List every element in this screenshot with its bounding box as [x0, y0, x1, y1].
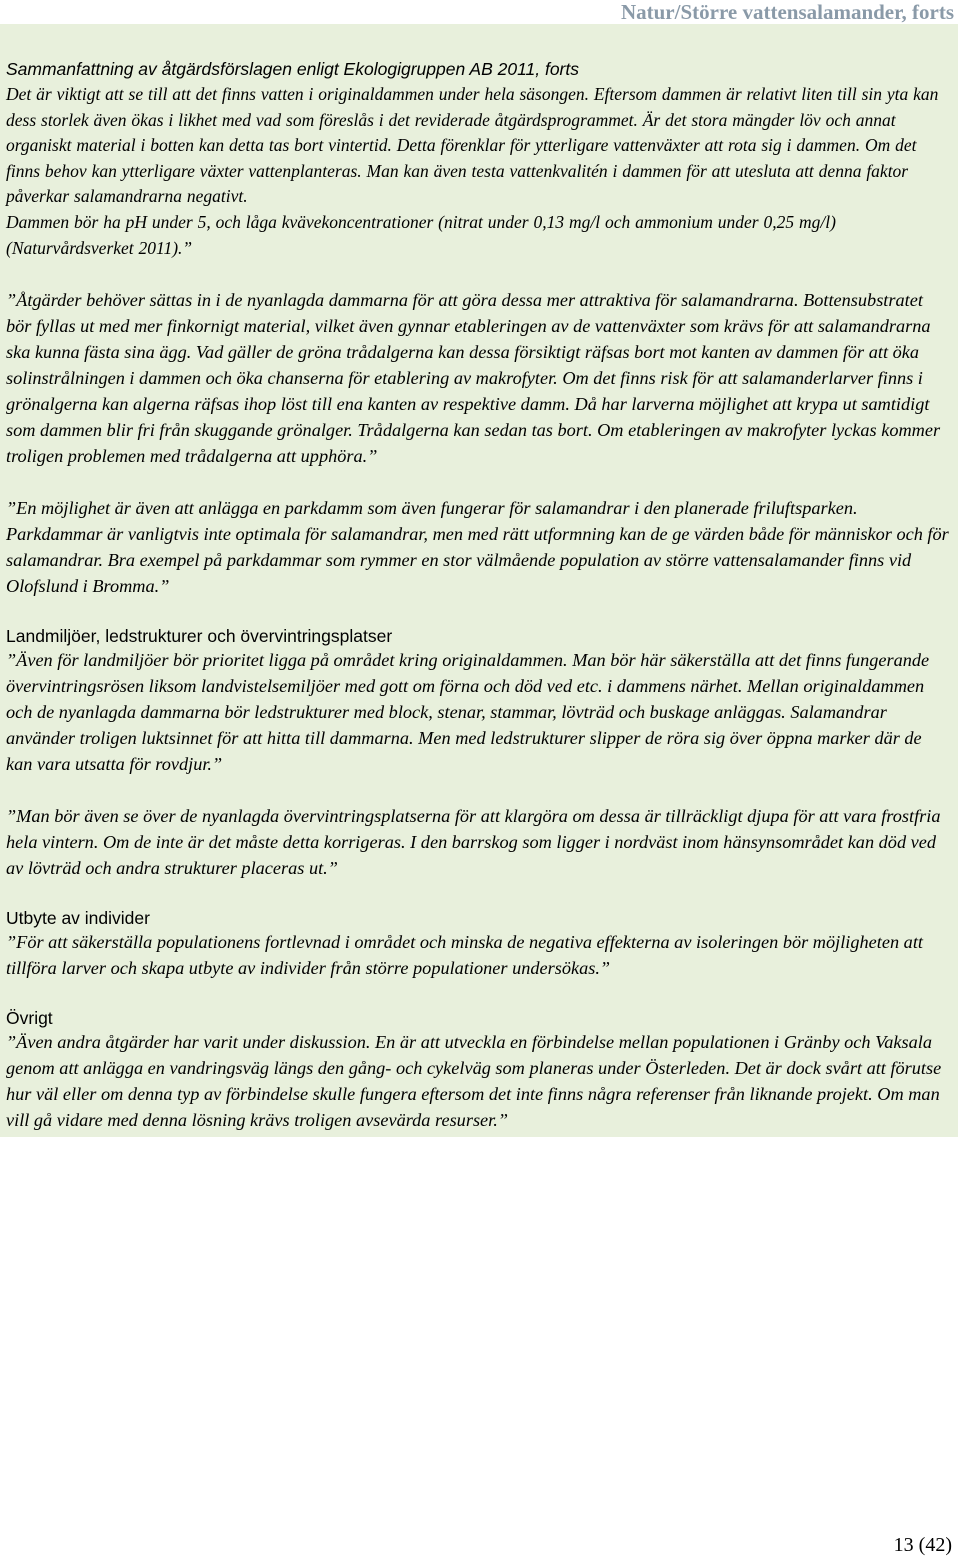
- page-number: 13 (42): [893, 1534, 952, 1556]
- summary-paragraph-1: Det är viktigt att se till att det finns vatten i originaldammen under hela säsongen. Eftersom dammen är relativt liten till sin yta kan dess storlek även ökas i likhet med vad som föreslås i det reviderade åtgärdsprogrammet. Är det stora mängder löv och annat organiskt material i botten kan detta tas bort vintertid. Detta förenklar för ytterligare vattenväxter att rota sig i dammen. Om det finns behov kan ytterligare växter vattenplanteras. Man kan även testa vattenkvalitén i dammen för att utesluta att denna faktor påverkar salamandrarna negativt.: [6, 84, 939, 207]
- section-title: Sammanfattning av åtgärdsförslagen enligt Ekologigruppen AB 2011, forts: [6, 59, 579, 79]
- summary-box: [0, 24, 958, 1137]
- utbyte-paragraph: ”För att säkerställa populationens fortlevnad i området och minska de negativa effekterna av isoleringen bör möjligheten att tillföra larver och skapa utbyte av individer från större populationer undersökas.”: [6, 932, 923, 979]
- ovrigt-paragraph: ”Även andra åtgärder har varit under diskussion. En är att utveckla en förbindelse mellan populationen i Gränby och Vaksala genom att anlägga en vandringsväg längs den gång- och cykelväg som planeras under Österleden. Det är dock svårt att förutse hur väl eller om denna typ av förbindelse skulle fungera eftersom det inte finns några referenser från liknande projekt. Om man vill gå vidare med denna lösning krävs troligen avsevärda resurser.”: [6, 1032, 942, 1131]
- summary-paragraph-4: ”En möjlighet är även att anlägga en parkdamm som även fungerar för salamandrar i den planerade friluftsparken. Parkdammar är vanligtvis inte optimala för salamandrar, men med rätt utformning kan de ge värden både för människor och för salamandrar. Bra exempel på parkdammar som rymmer en stor välmående population av större vattensalamander finns vid Olofslund i Bromma.”: [6, 498, 949, 597]
- summary-paragraph-2: Dammen bör ha pH under 5, och låga kvävekoncentrationer (nitrat under 0,13 mg/l och ammonium under 0,25 mg/l) (Naturvårdsverket 2011).”: [6, 211, 836, 258]
- heading-landmiljoer: Landmiljöer, ledstrukturer och övervintringsplatser: [6, 626, 393, 647]
- heading-utbyte: Utbyte av individer: [6, 908, 150, 929]
- landmiljoer-paragraph-2: ”Man bör även se över de nyanlagda övervintringsplatserna för att klargöra om dessa är tillräckligt djupa för att vara frostfria hela vintern. Om de inte är det måste detta korrigeras. I den barrskog som ligger i nordväst inom hänsynsområdet kan död ved av lövträd och andra strukturer placeras ut.”: [6, 806, 941, 879]
- heading-ovrigt: Övrigt: [6, 1008, 53, 1029]
- landmiljoer-paragraph-1: ”Även för landmiljöer bör prioritet ligga på området kring originaldammen. Man bör här säkerställa att det finns fungerande övervintringsrösen liksom landvistelsemiljöer med gott om förna och död ved etc. i dammens närhet. Mellan originaldammen och de nyanlagda dammarna bör ledstrukturer med block, stenar, stammar, lövträd och buskage anläggas. Salamandrar använder troligen luktsinnet för att hitta till dammarna. Men med ledstrukturer slipper de röra sig över öppna marker där de kan vara utsatta för rovdjur.”: [6, 650, 930, 775]
- page-header-title: Natur/Större vattensalamander, forts: [620, 0, 954, 24]
- summary-paragraph-3: ”Åtgärder behöver sättas in i de nyanlagda dammarna för att göra dessa mer attraktiva för salamandrarna. Bottensubstratet bör fyllas ut med mer finkornigt material, vilket även gynnar etableringen av de vattenväxter som krävs för att salamandrarna ska kunna fästa sina ägg. Vad gäller de gröna trådalgerna kan dessa försiktigt räfsas bort mot kanten av dammen för att öka solinstrålningen i dammen och öka chanserna för etablering av makrofyter. Om det finns risk för att salamanderlarver finns i grönalgerna kan algerna räfsas ihop löst till ena kanten av respektive damm. Då har larverna möjlighet att krypa ut samtidigt som dammen blir fri från skuggande grönalger. Trådalgerna kan sedan tas bort. Om etableringen av makrofyter lyckas kommer troligen problemen med trådalgerna att upphöra.”: [6, 290, 941, 467]
